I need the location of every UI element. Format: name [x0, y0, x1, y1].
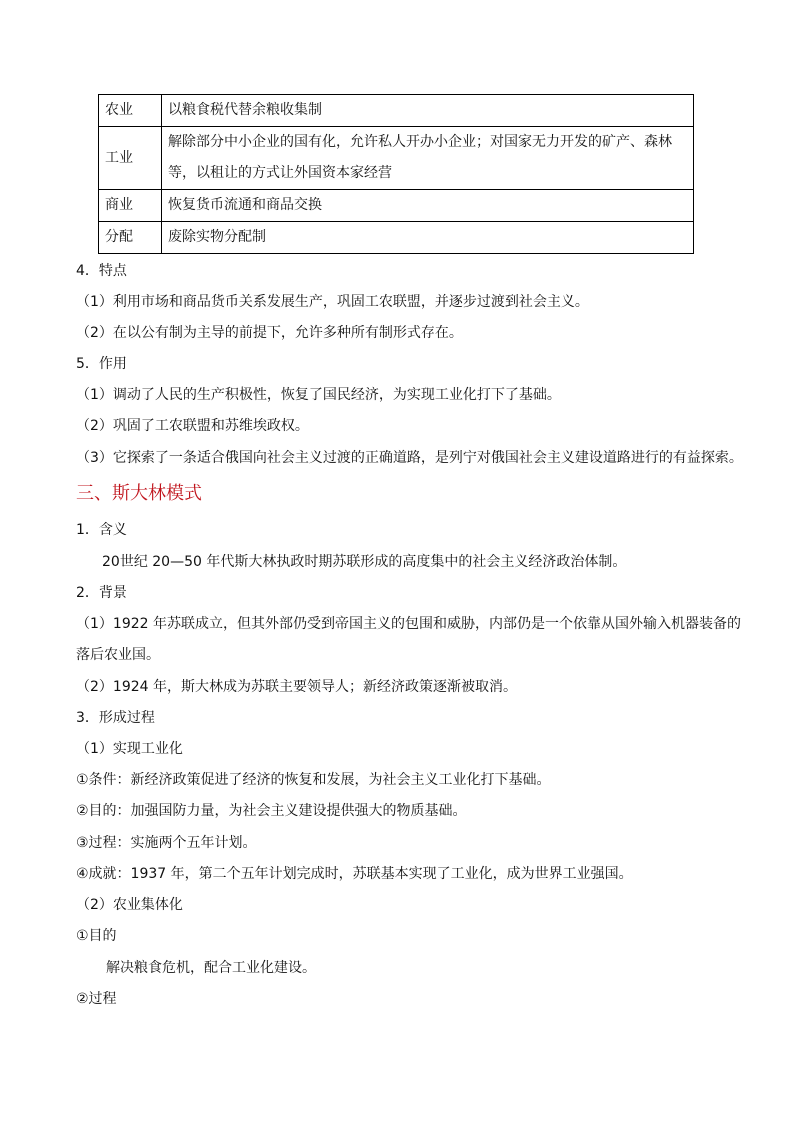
paragraph-line: 落后农业国。 [76, 647, 160, 663]
table-cell-description: 恢复货币流通和商品交换 [162, 190, 694, 222]
paragraph-line: （3）它探索了一条适合俄国向社会主义过渡的正确道路，是列宁对俄国社会主义建设道路进行的有益探索。 [76, 450, 743, 466]
subsection-heading: （2）农业集体化 [76, 897, 183, 913]
paragraph-line: （2）在以公有制为主导的前提下，允许多种所有制形式存在。 [76, 325, 463, 341]
table-row [99, 95, 694, 127]
paragraph-line: （2）巩固了工农联盟和苏维埃政权。 [76, 418, 309, 434]
table-row [99, 222, 694, 254]
section-heading-formation: 3．形成过程 [76, 710, 155, 726]
table-cell-category: 商业 [99, 190, 162, 222]
paragraph-line: （1）调动了人民的生产积极性，恢复了国民经济，为实现工业化打下了基础。 [76, 387, 561, 403]
paragraph-line: 解决粮食危机，配合工业化建设。 [106, 960, 316, 976]
table-cell-category: 分配 [99, 222, 162, 254]
table-cell-category: 农业 [99, 95, 162, 127]
section-heading-meaning: 1．含义 [76, 522, 127, 538]
table-cell-description: 以粮食税代替余粮收集制 [162, 95, 694, 127]
policy-table [98, 94, 694, 254]
paragraph-line: ①条件：新经济政策促进了经济的恢复和发展，为社会主义工业化打下基础。 [76, 772, 551, 788]
paragraph-line: （1）利用市场和商品货币关系发展生产，巩固工农联盟，并逐步过渡到社会主义。 [76, 294, 589, 310]
table-row [99, 127, 694, 190]
table-row [99, 190, 694, 222]
table-cell-category: 工业 [99, 127, 162, 190]
paragraph-line: ②目的：加强国防力量，为社会主义建设提供强大的物质基础。 [76, 803, 467, 819]
paragraph-line: ④成就：1937 年，第二个五年计划完成时，苏联基本实现了工业化，成为世界工业强国。 [76, 866, 633, 882]
paragraph-line: 20世纪 20—50 年代斯大林执政时期苏联形成的高度集中的社会主义经济政治体制。 [102, 554, 627, 570]
section-heading-background: 2．背景 [76, 585, 127, 601]
section-heading-features: 4．特点 [76, 263, 127, 279]
paragraph-line: ①目的 [76, 928, 117, 944]
subsection-heading: （1）实现工业化 [76, 741, 183, 757]
section-heading-effects: 5．作用 [76, 356, 127, 372]
paragraph-line: （2）1924 年，斯大林成为苏联主要领导人；新经济政策逐渐被取消。 [76, 679, 517, 695]
table-cell-description: 废除实物分配制 [162, 222, 694, 254]
table-cell-description: 解除部分中小企业的国有化，允许私人开办小企业；对国家无力开发的矿产、森林等，以租让的方式让外国资本家经营 [162, 127, 694, 190]
paragraph-line: ③过程：实施两个五年计划。 [76, 835, 257, 851]
paragraph-line: ②过程 [76, 991, 117, 1007]
paragraph-line: （1）1922 年苏联成立，但其外部仍受到帝国主义的包围和威胁，内部仍是一个依靠从国外输入机器装备的 [76, 616, 741, 632]
section-title: 三、斯大林模式 [76, 483, 202, 504]
